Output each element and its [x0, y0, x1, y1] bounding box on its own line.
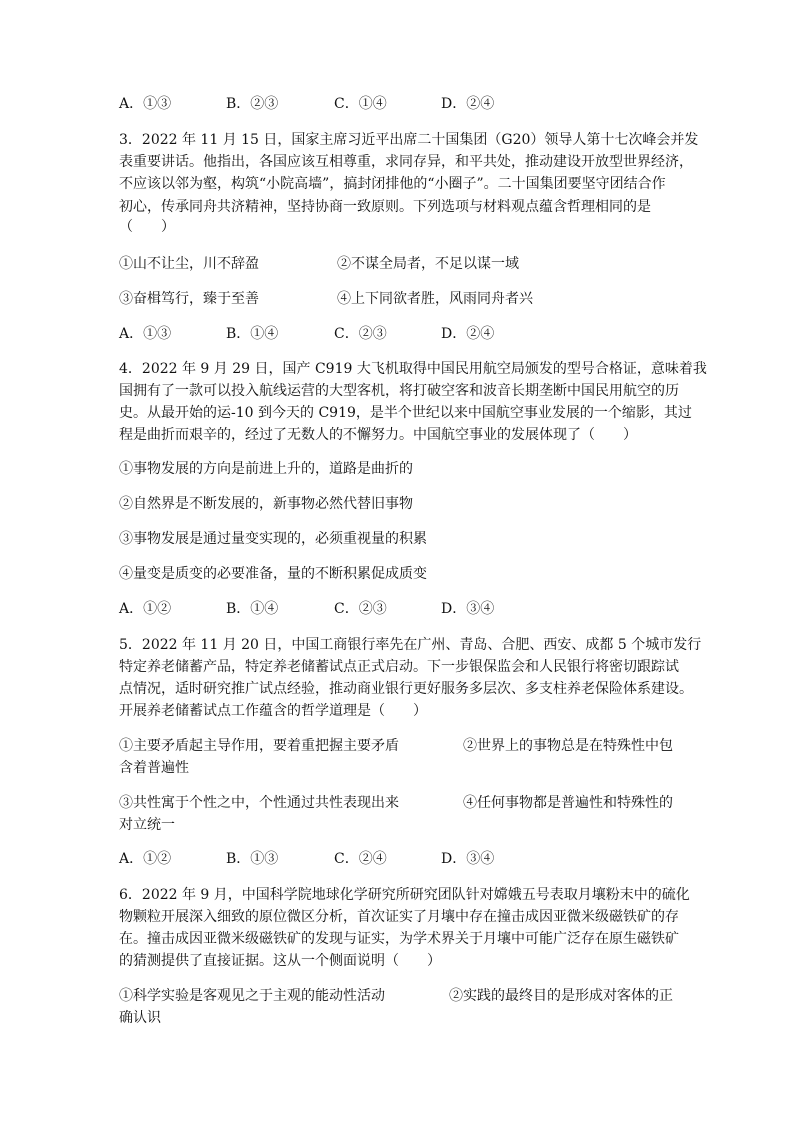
q6-option: ②实践的最终目的是形成对客体的正 — [449, 988, 673, 1004]
q6-option: ①科学实验是客观见之于主观的能动性活动 — [119, 988, 385, 1004]
q4-answer-b: B．①④ — [226, 601, 279, 617]
q3-option: ④上下同欲者胜，风雨同舟者兴 — [337, 291, 533, 307]
q3-option: ③奋楫笃行，臻于至善 — [119, 291, 259, 307]
q3-option: ②不谋全局者，不足以谋一域 — [337, 256, 519, 272]
q4-answer-a: A．①② — [119, 601, 172, 617]
q3-stem-line: 3．2022 年 11 月 15 日，国家主席习近平出席二十国集团（G20）领导人第十七次峰会并发 — [119, 132, 699, 148]
q3-stem-line: （ ） — [119, 219, 175, 235]
q5-stem-line: 开展养老储蓄试点工作蕴含的哲学道理是（ ） — [119, 703, 427, 719]
q5-stem-line: 特定养老储蓄产品，特定养老储蓄试点正式启动。下一步银保监会和人民银行将密切跟踪试 — [119, 659, 679, 675]
answer-c: C．①④ — [334, 96, 387, 112]
q5-answer-b: B．①③ — [226, 851, 279, 867]
q4-option: ②自然界是不断发展的，新事物必然代替旧事物 — [119, 496, 413, 512]
q5-stem-line: 点情况，适时研究推广试点经验，推动商业银行更好服务多层次、多支柱养老保险体系建设。 — [119, 681, 693, 697]
q6-stem-line: 物颗粒开展深入细致的原位微区分析，首次证实了月壤中存在撞击成因亚微米级磁铁矿的存 — [119, 909, 679, 925]
q6-option-cont: 确认识 — [119, 1010, 161, 1026]
q5-option: ③共性寓于个性之中，个性通过共性表现出来 — [119, 795, 399, 811]
q4-option: ①事物发展的方向是前进上升的，道路是曲折的 — [119, 461, 413, 477]
q4-option: ③事物发展是通过量变实现的，必须重视量的积累 — [119, 531, 427, 547]
q3-answer-d: D．②④ — [441, 326, 495, 342]
answer-d: D．②④ — [441, 96, 495, 112]
q5-answer-a: A．①② — [119, 851, 172, 867]
q6-stem-line: 6．2022 年 9 月，中国科学院地球化学研究所研究团队针对嫦娥五号表取月壤粉末中的硫化 — [119, 887, 690, 903]
q3-answer-c: C．②③ — [334, 326, 387, 342]
q6-stem-line: 在。撞击成因亚微米级磁铁矿的发现与证实，为学术界关于月壤中可能广泛存在原生磁铁矿 — [119, 931, 679, 947]
q4-stem-line: 程是曲折而艰辛的，经过了无数人的不懈努力。中国航空事业的发展体现了（ ） — [119, 427, 637, 443]
q4-answer-d: D．③④ — [441, 601, 495, 617]
q5-option: ②世界上的事物总是在特殊性中包 — [463, 738, 673, 754]
q5-stem-line: 5．2022 年 11 月 20 日，中国工商银行率先在广州、青岛、合肥、西安、成都 5 个城市发行 — [119, 637, 702, 653]
q4-answer-c: C．②③ — [334, 601, 387, 617]
q5-option-cont: 含着普遍性 — [119, 760, 189, 776]
q6-stem-line: 的猜测提供了直接证据。这从一个侧面说明（ ） — [119, 953, 441, 969]
q4-option: ④量变是质变的必要准备，量的不断积累促成质变 — [119, 566, 427, 582]
q5-option: ④任何事物都是普遍性和特殊性的 — [463, 795, 673, 811]
q5-answer-d: D．③④ — [441, 851, 495, 867]
q3-option: ①山不让尘，川不辞盈 — [119, 256, 259, 272]
q3-answer-a: A．①③ — [119, 326, 172, 342]
q4-stem-line: 国拥有了一款可以投入航线运营的大型客机，将打破空客和波音长期垄断中国民用航空的历 — [119, 383, 679, 399]
q3-stem-line: 初心，传承同舟共济精神，坚持协商一致原则。下列选项与材料观点蕴含哲理相同的是 — [119, 199, 651, 215]
q4-stem-line: 史。从最开始的运-10 到今天的 C919，是半个世纪以来中国航空事业发展的一个缩影，其过 — [119, 405, 692, 421]
q5-option: ①主要矛盾起主导作用，要着重把握主要矛盾 — [119, 738, 399, 754]
q3-stem-line: 表重要讲话。他指出，各国应该互相尊重，求同存异，和平共处，推动建设开放型世界经济， — [119, 154, 693, 170]
q5-answer-c: C．②④ — [334, 851, 387, 867]
q4-stem-line: 4．2022 年 9 月 29 日，国产 C919 大飞机取得中国民用航空局颁发的型号合格证，意味着我 — [119, 361, 707, 377]
q3-answer-b: B．①④ — [226, 326, 279, 342]
answer-a: A．①③ — [119, 96, 172, 112]
q5-option-cont: 对立统一 — [119, 817, 175, 833]
q3-stem-line: 不应该以邻为壑，构筑“小院高墙”，搞封闭排他的“小圈子”。二十国集团要坚守团结合作 — [119, 176, 666, 192]
answer-b: B．②③ — [226, 96, 279, 112]
